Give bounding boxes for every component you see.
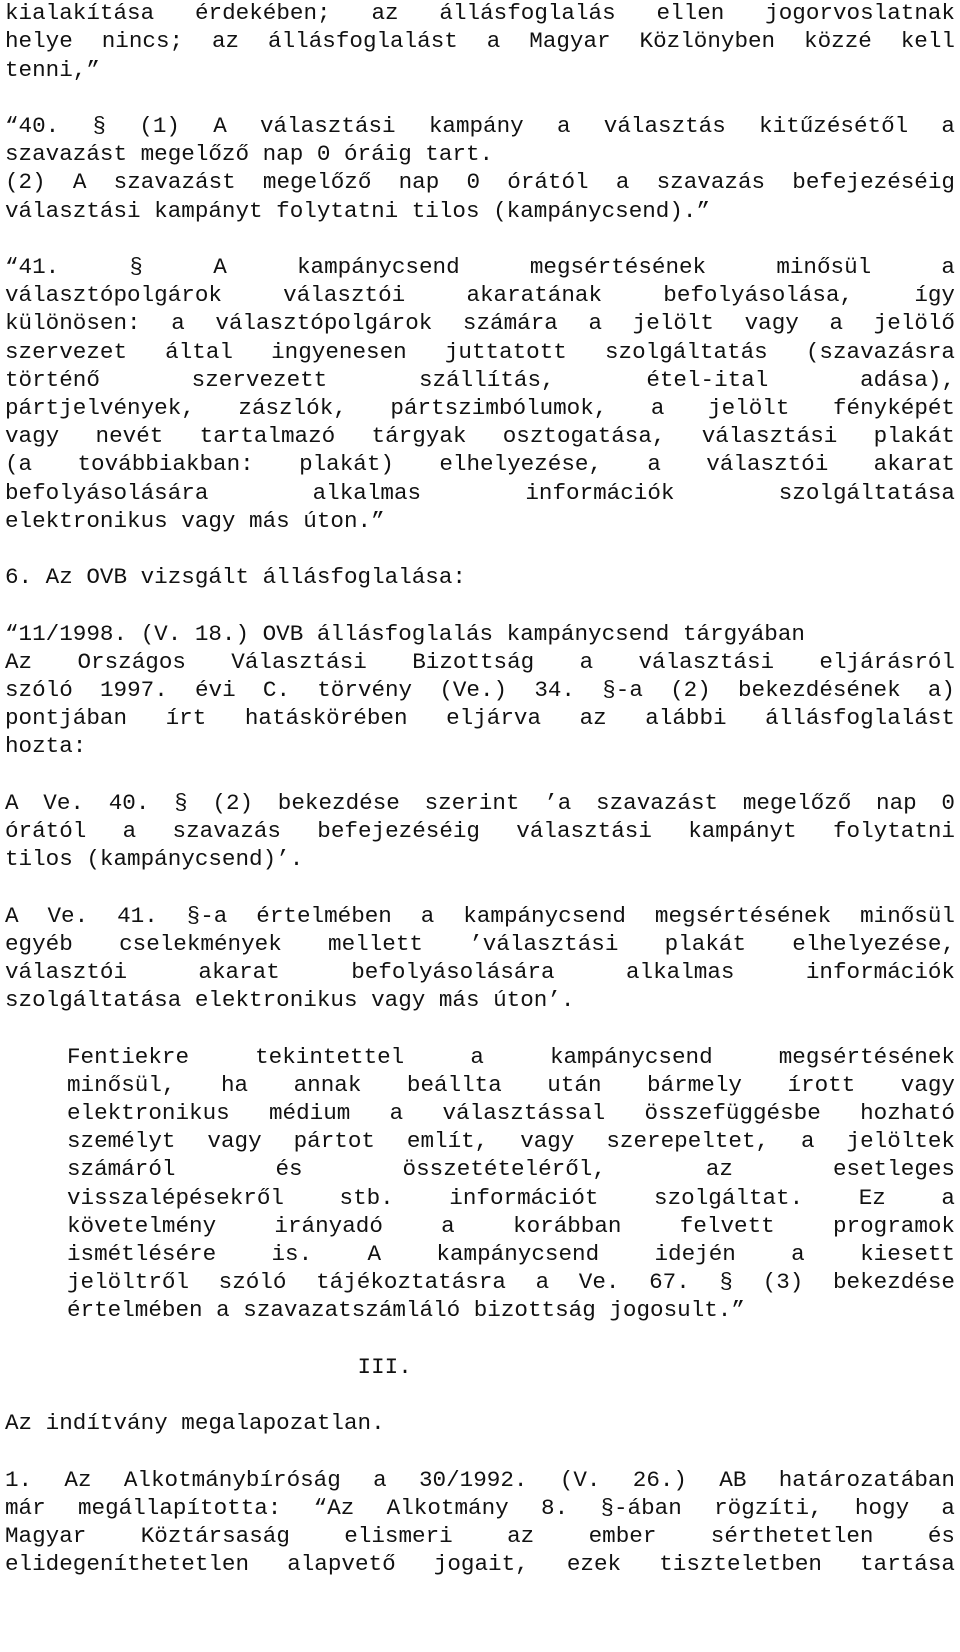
text-line: különösen: a választópolgárok számára a jelölt vagy a jelölő	[5, 310, 955, 337]
blank-line	[5, 1381, 955, 1411]
text-line: “41. § A kampánycsend megsértésének minősül a	[5, 254, 955, 280]
blank-line	[5, 535, 955, 565]
text-line: jelöltről szóló tájékoztatásra a Ve. 67. § (3) bekezdése	[67, 1269, 955, 1296]
text-line: “11/1998. (V. 18.) OVB állásfoglalás kampánycsend tárgyában	[5, 620, 805, 647]
blank-line	[5, 1014, 955, 1044]
text-line: szóló 1997. évi C. törvény (Ve.) 34. §-a (2) bekezdésének a)	[5, 677, 955, 703]
blank-line	[5, 84, 955, 114]
text-line: szolgáltatása elektronikus vagy más úton’.	[5, 987, 575, 1014]
text-line: minősül, ha annak beállta után bármely írott vagy	[67, 1071, 955, 1098]
blank-line	[5, 1437, 955, 1467]
text-line: helye nincs; az állásfoglalást a Magyar Közlönyben közzé kell	[5, 28, 955, 55]
text-line: A Ve. 40. § (2) bekezdése szerint ’a szavazást megelőző nap 0	[5, 789, 955, 816]
text-line: Az indítvány megalapozatlan.	[5, 1410, 385, 1437]
text-line: Fentiekre tekintettel a kampánycsend megsértésének	[67, 1043, 955, 1070]
text-line: pártjelvények, zászlók, pártszimbólumok, a jelölt fényképét	[5, 395, 955, 421]
text-line: elektronikus vagy más úton.”	[5, 507, 385, 534]
blank-line	[5, 225, 955, 255]
text-line: kialakítása érdekében; az állásfoglalás ellen jogorvoslatnak	[5, 0, 955, 27]
text-line: befolyásolására alkalmas információk szolgáltatása	[5, 479, 955, 506]
document-page	[5, 0, 955, 1652]
text-line: vagy nevét tartalmazó tárgyak osztogatása, választási plakát	[5, 423, 955, 450]
blank-line	[5, 1325, 955, 1355]
text-line: visszalépésekről stb. információt szolgáltat. Ez a	[67, 1184, 955, 1211]
text-line: órától a szavazás befejezéséig választási kampányt folytatni	[5, 818, 955, 844]
text-line: elektronikus médium a választással összefüggésbe hozható	[67, 1100, 955, 1126]
text-line: “40. § (1) A választási kampány a választás kitűzésétől a	[5, 113, 955, 139]
text-line: szavazást megelőző nap 0 óráig tart.	[5, 141, 494, 168]
text-line: értelmében a szavazatszámláló bizottság jogosult.”	[67, 1297, 745, 1324]
text-line: Magyar Köztársaság elismeri az ember sérthetetlen és	[5, 1523, 955, 1549]
text-line: 1. Az Alkotmánybíróság a 30/1992. (V. 26.) AB határozatában	[5, 1466, 955, 1493]
text-line: hozta:	[5, 733, 87, 760]
text-line: elidegeníthetetlen alapvető jogait, ezek tiszteletben tartása	[5, 1551, 955, 1578]
text-line: Az Országos Választási Bizottság a választási eljárásról	[5, 648, 955, 675]
text-line: 6. Az OVB vizsgált állásfoglalása:	[5, 564, 466, 591]
blank-line	[5, 873, 955, 903]
text-line: (2) A szavazást megelőző nap 0 órától a szavazás befejezéséig	[5, 169, 955, 196]
text-line: III.	[5, 1353, 412, 1380]
text-line: választópolgárok választói akaratának befolyásolása, így	[5, 282, 955, 309]
text-line: pontjában írt hatáskörében eljárva az alábbi állásfoglalást	[5, 705, 955, 732]
text-line: követelmény irányadó a korábban felvett programok	[67, 1212, 955, 1239]
text-line: számáról és összetételéről, az esetleges	[67, 1156, 955, 1183]
text-line: személyt vagy pártot említ, vagy szerepeltet, a jelöltek	[67, 1128, 955, 1155]
text-line: már megállapította: “Az Alkotmány 8. §-ában rögzíti, hogy a	[5, 1494, 955, 1521]
text-line: történő szervezett szállítás, étel-ital adása),	[5, 366, 955, 393]
text-line: ismétlésére is. A kampánycsend idején a kiesett	[67, 1241, 955, 1267]
text-line: (a továbbiakban: plakát) elhelyezése, a választói akarat	[5, 451, 955, 478]
text-line: tilos (kampánycsend)’.	[5, 846, 304, 873]
text-line: egyéb cselekmények mellett ’választási plakát elhelyezése,	[5, 930, 955, 957]
text-line: A Ve. 41. §-a értelmében a kampánycsend megsértésének minősül	[5, 902, 955, 929]
text-line: választói akarat befolyásolására alkalmas információk	[5, 959, 955, 985]
text-line: szervezet által ingyenesen juttatott szolgáltatás (szavazásra	[5, 338, 955, 365]
blank-line	[5, 591, 955, 621]
text-line: tenni,”	[5, 56, 100, 83]
text-line: választási kampányt folytatni tilos (kampánycsend).”	[5, 197, 711, 224]
blank-line	[5, 761, 955, 791]
